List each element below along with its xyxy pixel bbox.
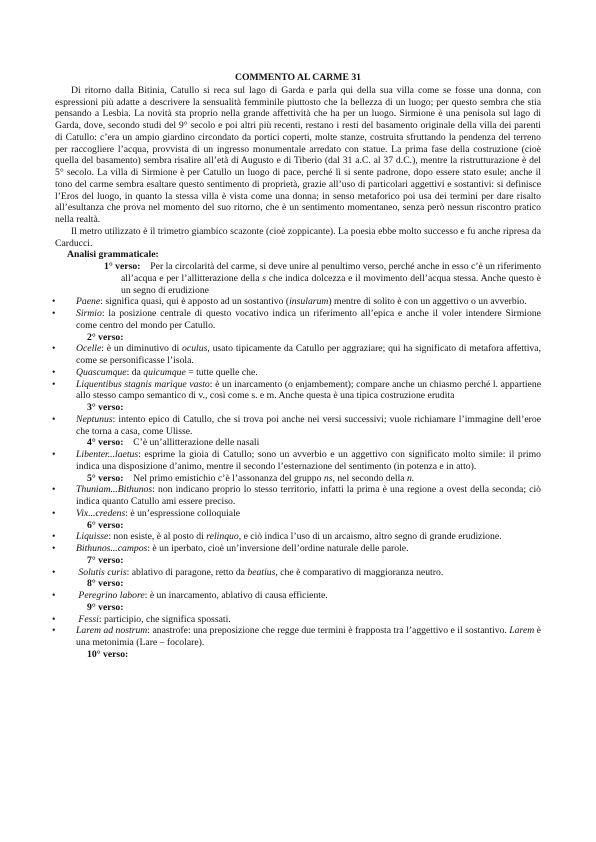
- term: Sirmio: [76, 308, 102, 319]
- verse-label: 1° verso:: [104, 261, 141, 272]
- term: Ocelle: [76, 343, 102, 355]
- list-item-ocelle: [52, 343, 541, 367]
- term: oculus: [182, 343, 208, 355]
- bullet-icon: •: [52, 308, 56, 319]
- bullet-icon: •: [52, 590, 56, 601]
- bullet-icon: •: [52, 613, 56, 625]
- verse-4-heading: [87, 437, 541, 449]
- note-text: , che è comparativo di maggioranza neutro.: [275, 566, 444, 578]
- verse-label: 8° verso:: [87, 578, 124, 590]
- note-text: : da: [126, 366, 141, 378]
- verse-label: 9° verso:: [87, 601, 124, 613]
- verse-2-heading: [87, 332, 541, 344]
- notes-list-3: [52, 413, 541, 438]
- bullet-icon: •: [52, 531, 56, 543]
- verse-label: 10° verso:: [87, 648, 129, 660]
- term: quicumque: [143, 366, 186, 378]
- note-text: : significa quasi, qui è apposto ad un sostantivo (: [100, 296, 290, 308]
- notes-list-9: [52, 613, 541, 649]
- notes-list-5: [52, 484, 541, 519]
- term: Larem: [509, 625, 535, 637]
- term: Solutis curis: [78, 566, 127, 578]
- verse-text: C’è un’allitterazione delle nasali: [133, 437, 260, 449]
- verse-text: che indica dolcezza e il movimento dell’acqua stessa. Anche questo è un segno di erudizione: [121, 272, 541, 296]
- note-text: : è un’espressione colloquiale: [125, 507, 241, 519]
- note-text: : esprime la gioia di Catullo; sono un avverbio e un aggettivo con significato molto simile: il primo indica una disposizione d’animo, mentre il secondo l’esternazione del sentimento (in potenza e in atto).: [76, 449, 541, 472]
- term: beatius: [247, 566, 276, 578]
- list-item-liquentibus: [52, 378, 541, 403]
- note-text: è una metonimia (Lare – focolare).: [76, 625, 541, 648]
- term: Quascumque: [76, 366, 127, 378]
- list-item-bithunos: [52, 543, 541, 555]
- notes-list-8: [52, 590, 541, 602]
- list-item-liquisse: [52, 531, 541, 543]
- note-text: : è un iperbato, cioè un’inversione dell’ordine naturale delle parole.: [147, 543, 409, 554]
- term: Bithunos...campos: [76, 543, 148, 554]
- list-item-vix: [52, 507, 541, 520]
- verse-3-heading: [87, 402, 541, 414]
- verse-label: 6° verso:: [87, 519, 124, 531]
- verse-label: 3° verso:: [87, 402, 124, 413]
- note-text: : non indicano proprio lo stesso territorio, infatti la prima è una regione a ovest della seconda; ciò indica quanto Catullo ami essere preciso.: [76, 484, 541, 507]
- verse-8-heading: [87, 578, 541, 590]
- verse-label: 4° verso:: [87, 437, 124, 449]
- bullet-icon: •: [52, 413, 56, 425]
- note-text: ) mentre di solito è con un aggettivo o un avverbio.: [328, 296, 527, 308]
- bullet-icon: •: [52, 296, 56, 308]
- bullet-icon: •: [52, 543, 56, 554]
- note-text: : participio, che significa spossati.: [98, 613, 231, 625]
- intro-paragraph-1: Di ritorno dalla Bitinia, Catullo si reca sul lago di Garda e parla qui della sua villa come se fosse una donna, con espressioni più adatte a descrivere la sensualità femminile piuttosto che la bellezza di un luogo; per questo sembra che stia pensando a Lesbia. La novità sta proprio nella grande affettività che ha per un luogo. Sirmione è una penisola sul lago di Garda, dove, secondo studi del 9° secolo e poi altri più recenti, restano i resti del basamento originale della villa dei parenti di Catullo: c’era un ampio giardino circondato da portici coperti, molte stanze, costruita sfruttando la pendenza del terreno per raccogliere l’acqua, provvista di un ingresso monumentale arredato con statue. La prima fase della costruzione (cioè quella del basamento) sembra risalire all’età di Augusto e di Tiberio (dal 31 a.C. al 37 d.C.), mentre la ristrutturazione è del 5° secolo. La villa di Sirmione è per Catullo un luogo di pace, perché lì si sente padrone, dopo essere stato esule; anche il tono del carme sembra esaltare questo sentimento di proprietà, grazie all’uso di particolari aggettivi e sostantivi: si definisce l’Eros del luogo, in quanto la stessa villa è vista come una donna; in senso metaforico poi usa dei termini per dare risalto all’esultanza che prova nel momento del suo ritorno, che è un sentimento momentaneo, senza però nessun riscontro pratico nella realtà.: [55, 84, 541, 225]
- term: Paene: [76, 296, 101, 308]
- term: relinquo: [206, 531, 239, 543]
- note-text: : è un inarcamento (o enjambement); compare anche un chiasmo perché l. appartiene allo stesso campo semantico di v., così come s. e m. Anche questa è una tipica costruzione erudita: [76, 378, 541, 402]
- verse-text: Per la circolarità del carme, si deve unire al penultimo verso, perché anche in esso c’è un riferimento all’acqua e per l’allitterazione della: [121, 261, 541, 284]
- list-item-peregrino: [52, 590, 541, 602]
- verse-term: s: [262, 272, 267, 284]
- verse-text: , nel secondo della: [332, 472, 405, 484]
- note-text: : anastrofe: una preposizione che regge due termini è frapposta tra l’aggettivo e il sostantivo.: [147, 625, 507, 637]
- note-text: = tutte quelle che.: [185, 366, 258, 378]
- term: insularum: [289, 296, 329, 308]
- bullet-icon: •: [52, 366, 56, 378]
- notes-list-4: [52, 449, 541, 473]
- term: Liquentibus stagnis marique vasto: [76, 378, 210, 390]
- verse-label: 5° verso:: [87, 472, 124, 484]
- notes-list-2: [52, 343, 541, 402]
- note-text: : è un diminutivo di: [101, 343, 180, 355]
- verse-6-heading: [87, 520, 541, 532]
- term: n.: [407, 472, 415, 484]
- verse-10-heading: [87, 649, 541, 661]
- notes-list-6: [52, 531, 541, 555]
- analisi-heading: Analisi grammaticale:: [67, 249, 159, 261]
- list-item-larem: [52, 625, 541, 649]
- bullet-icon: •: [52, 484, 56, 496]
- bullet-icon: •: [52, 507, 56, 519]
- intro-paragraph-2: Il metro utilizzato è il trimetro giambico scazonte (cioè zoppicante). La poesia ebbe molto successo e fu anche ripresa da Carducci.: [55, 225, 541, 249]
- list-item-sirmio: [52, 308, 541, 332]
- note-text: : ablativo di paragone, retto da: [126, 566, 245, 578]
- note-text: : intento epico di Catullo, che si trova poi anche nei versi successivi; vuole richiamare l’immagine dell’eroe che torna a casa, come Ulisse.: [76, 413, 541, 437]
- note-text: , usato tipicamente da Catullo per aggraziare; qui ha significato di metafora affettiva, come se personificasse l’isola.: [76, 343, 541, 366]
- list-item-thuniam: [52, 484, 541, 508]
- note-text: , e ciò indica l’uso di un arcaismo, altro segno di grande erudizione.: [238, 531, 502, 543]
- bullet-icon: •: [52, 378, 56, 390]
- term: Fessi: [78, 613, 99, 625]
- list-item-libenter: [52, 449, 541, 473]
- term: Larem ad nostrum: [76, 625, 148, 637]
- term: Vix...credens: [76, 507, 126, 519]
- term: Thuniam...Bithunos: [76, 484, 153, 496]
- notes-list-7: [52, 566, 541, 579]
- term: Liquisse: [76, 531, 109, 543]
- note-text: : è un inarcamento, ablativo di causa efficiente.: [144, 590, 328, 601]
- verse-label: 7° verso:: [87, 554, 124, 566]
- list-item-neptunus: [52, 413, 541, 438]
- document-page: [52, 72, 541, 661]
- term: ns: [323, 472, 333, 484]
- list-item-quascumque: [52, 366, 541, 379]
- list-item-fessi: [52, 613, 541, 626]
- verse-text: Nel primo emistichio c’è l’assonanza del gruppo: [133, 472, 322, 484]
- note-text: : la posizione centrale di questo vocativo indica un riferimento all’epica e anche il voler intendere Sirmione come centro del mondo per Catullo.: [76, 308, 541, 331]
- bullet-icon: •: [52, 566, 56, 578]
- verse-5-heading: [87, 473, 541, 485]
- verse-7-heading: [87, 555, 541, 567]
- term: Libenter...laetus: [76, 449, 139, 460]
- verse-9-heading: [87, 602, 541, 614]
- bullet-icon: •: [52, 343, 56, 355]
- document-title: COMMENTO AL CARME 31: [234, 72, 362, 83]
- term: Neptunus: [76, 413, 113, 425]
- list-item-solutis: [52, 566, 541, 579]
- bullet-icon: •: [52, 449, 56, 460]
- verse-label: 2° verso:: [87, 331, 124, 343]
- note-text: : non esiste, è al posto di: [108, 531, 204, 543]
- list-item-paene: [52, 296, 541, 308]
- notes-list-1: [52, 296, 541, 331]
- verse-1: [104, 261, 541, 296]
- bullet-icon: •: [52, 625, 56, 637]
- term: Peregrino labore: [78, 590, 145, 601]
